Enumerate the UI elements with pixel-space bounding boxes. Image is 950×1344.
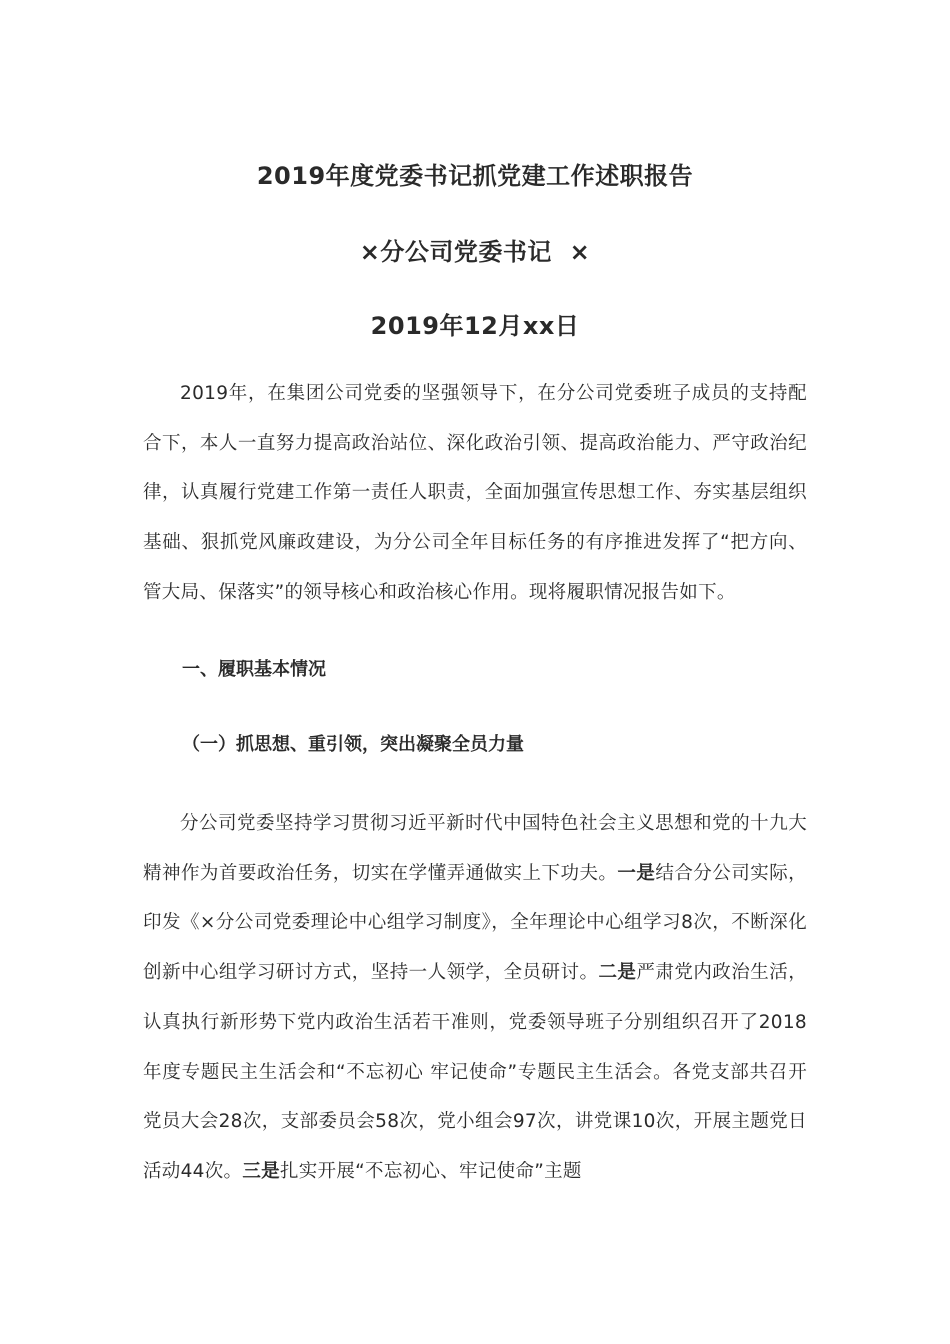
paragraph-text-part: 分公司党委坚持学习贯彻习近平新时代中国特色社会主义思想和党的十九大精神作为首要政治任务，切实在学懂弄通做实上下功夫。 [143,813,807,884]
date-line: 2019年12月xx日 [370,312,580,340]
section-heading: 一、履职基本情况 [182,659,326,680]
document-title: 2019年度党委书记抓党建工作述职报告 [256,162,694,190]
enumeration-marker: 二是 [598,962,637,984]
author-line: ×分公司党委书记 × [359,238,591,266]
intro-paragraph-block [143,369,807,618]
paragraph-text-part: 严肃党内政治生活，认真执行新形势下党内政治生活若干准则，党委领导班子分别组织召开了2018年度专题民主生活会和“不忘初心 牢记使命”专题民主生活会。各党支部共召开党员大会28次，支部委员会58次，党小组会97次，讲党课10次，开展主题党日活动44次。 [143,962,807,1182]
paragraph-text-part: 结合分公司实际，印发《×分公司党委理论中心组学习制度》，全年理论中心组学习8次，不断深化创新中心组学习研讨方式，坚持一人领学，全员研讨。 [143,862,807,984]
subsection-heading: （一）抓思想、重引领，突出凝聚全员力量 [182,734,524,755]
paragraph-text-part: 扎实开展“不忘初心、牢记使命”主题 [279,1160,582,1182]
intro-paragraph: 2019年，在集团公司党委的坚强领导下，在分公司党委班子成员的支持配合下，本人一直努力提高政治站位、深化政治引领、提高政治能力、严守政治纪律，认真履行党建工作第一责任人职责，全面加强宣传思想工作、夯实基层组织基础、狠抓党风廉政建设，为分公司全年目标任务的有序推进发挥了“把方向、管大局、保落实”的领导核心和政治核心作用。现将履职情况报告如下。 [143,383,807,603]
subsection-paragraph [143,799,807,1197]
enumeration-marker: 一是 [617,862,656,884]
enumeration-marker: 三是 [242,1160,280,1182]
subsection-paragraph-block [143,799,807,1197]
